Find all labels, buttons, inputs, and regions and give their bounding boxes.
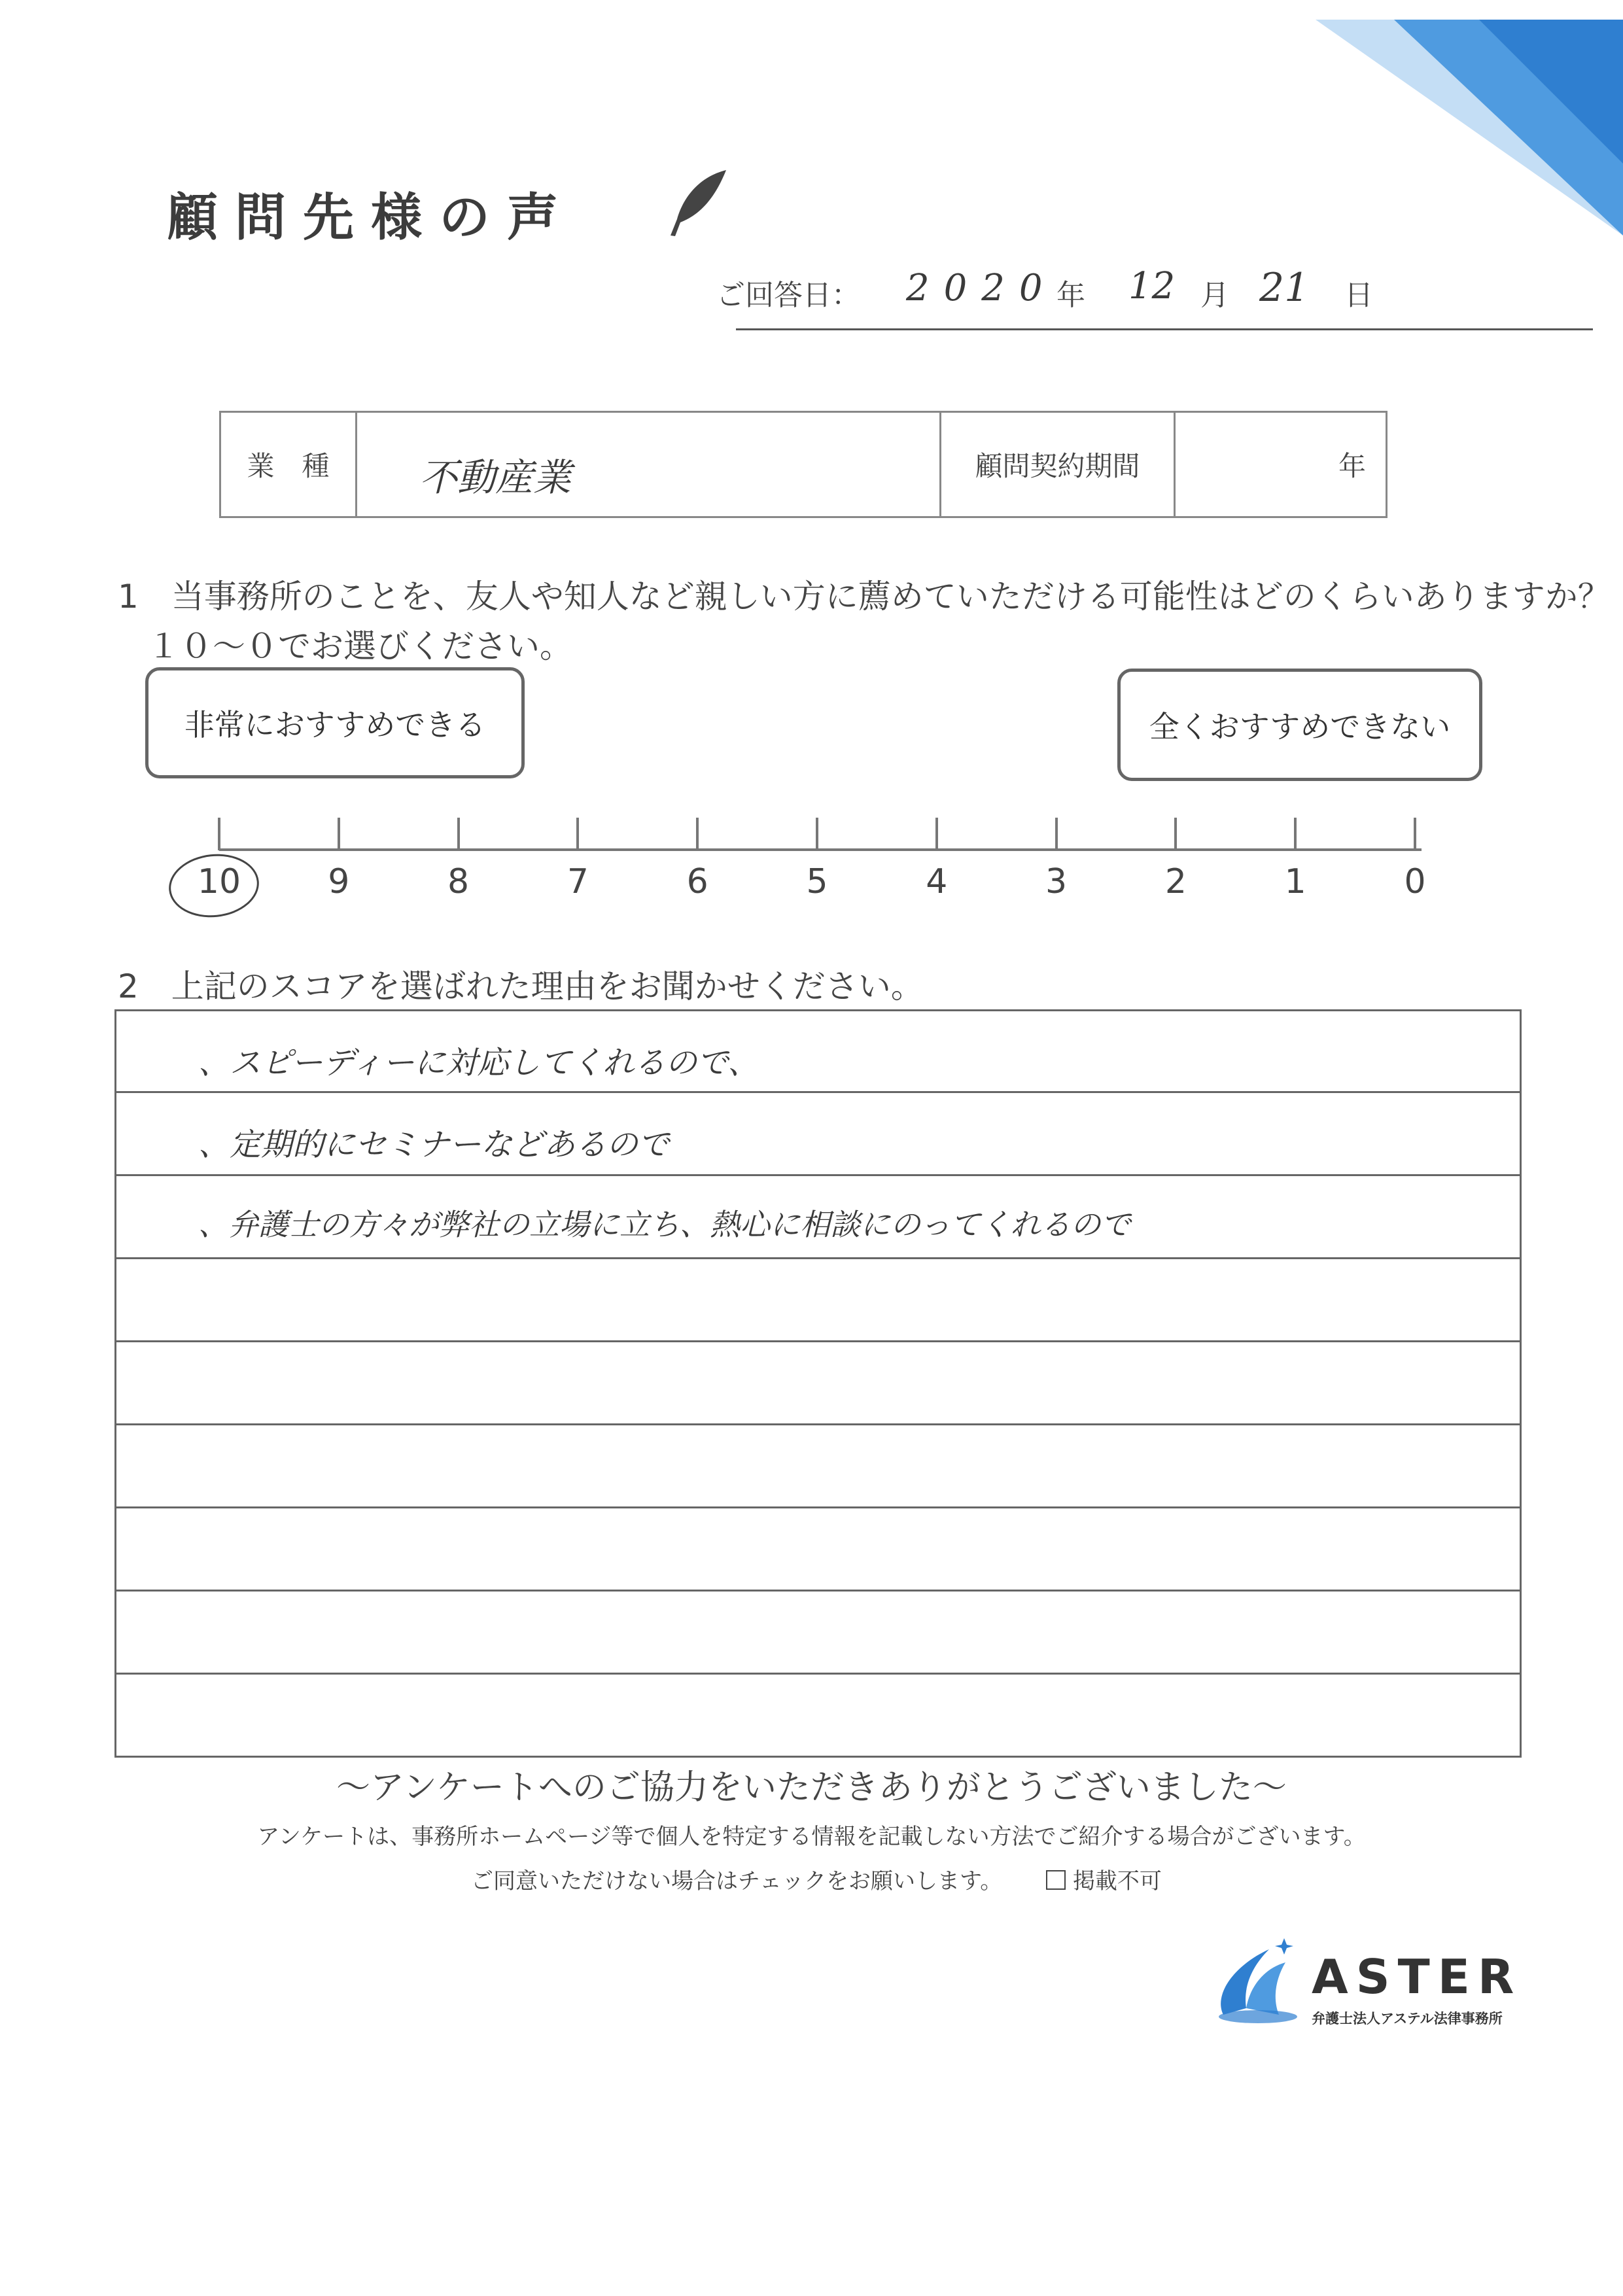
quill-icon <box>661 167 733 239</box>
scale-tick <box>816 818 818 850</box>
ruled-line <box>116 1091 1520 1093</box>
score-option-4[interactable]: 4 <box>926 862 948 901</box>
scale-tick <box>218 818 220 850</box>
no-publish-checkbox[interactable] <box>1046 1870 1066 1890</box>
low-label: 全くおすすめできない <box>1149 709 1451 744</box>
question1-text: 1 当事務所のことを、友人や知人など親しい方に薦めていただける可能性はどのくらいありますか？ <box>118 578 1611 616</box>
industry-value: 不動産業 <box>419 455 572 500</box>
notice-text: アンケートは、事務所ホームページ等で個人を特定する情報を記載しない方法でご紹介する場合がございます。 <box>257 1824 1366 1850</box>
logo-subtitle: 弁護士法人アステル法律事務所 <box>1312 2011 1503 2026</box>
low-label-box <box>1117 669 1482 781</box>
ruled-line <box>116 1590 1520 1592</box>
info-table <box>219 411 1387 518</box>
month-unit: 月 <box>1200 279 1229 312</box>
logo-name: ASTER <box>1312 1949 1522 2004</box>
reason-line-1: 、スピーディーに対応してくれるので、 <box>198 1045 759 1081</box>
industry-cell[interactable] <box>357 413 941 516</box>
question2-text: 2 上記のスコアを選ばれた理由をお聞かせください。 <box>118 967 924 1005</box>
score-option-7[interactable]: 7 <box>567 862 589 901</box>
score-option-3[interactable]: 3 <box>1045 862 1068 901</box>
selected-score-circle <box>166 850 262 922</box>
scale-tick <box>576 818 579 850</box>
question1-instruction: １０〜０でお選びください。 <box>147 627 572 665</box>
ruled-line <box>116 1423 1520 1425</box>
high-label: 非常におすすめできる <box>184 707 486 742</box>
scale-tick <box>457 818 460 850</box>
aster-logo <box>1207 1933 1547 2044</box>
scale-tick <box>338 818 340 850</box>
answer-date-label: ご回答日： <box>716 279 860 312</box>
score-option-8[interactable]: 8 <box>447 862 470 901</box>
industry-label: 業 種 <box>221 413 357 516</box>
day-value: 21 <box>1259 265 1310 311</box>
reason-line-2: 、定期的にセミナーなどあるので <box>198 1126 670 1163</box>
period-unit: 年 <box>1338 450 1366 482</box>
score-option-0[interactable]: 0 <box>1404 862 1426 901</box>
ruled-line <box>116 1506 1520 1508</box>
day-unit: 日 <box>1344 279 1373 312</box>
scale-tick <box>935 818 938 850</box>
score-option-6[interactable]: 6 <box>686 862 708 901</box>
thanks-text: 〜アンケートへのご協力をいただきありがとうございました〜 <box>336 1768 1287 1807</box>
consent-text: ご同意いただけない場合はチェックをお願いします。 <box>471 1868 1003 1894</box>
score-option-9[interactable]: 9 <box>328 862 350 901</box>
date-underline <box>736 328 1593 330</box>
scale-line <box>219 848 1422 851</box>
month-value: 12 <box>1128 265 1176 307</box>
score-option-1[interactable]: 1 <box>1284 862 1306 901</box>
year-value: 2020 <box>906 267 1057 309</box>
ruled-line <box>116 1257 1520 1259</box>
consent-row <box>471 1863 1162 1895</box>
corner-decoration <box>1316 0 1623 235</box>
scale-tick <box>696 818 699 850</box>
year-unit: 年 <box>1056 279 1085 312</box>
score-option-2[interactable]: 2 <box>1164 862 1187 901</box>
period-label: 顧問契約期間 <box>941 413 1176 516</box>
scale-tick <box>1414 818 1416 850</box>
ruled-line <box>116 1673 1520 1675</box>
page-title: 顧問先様の声 <box>167 188 576 247</box>
aster-logo-mark <box>1207 1933 1305 2031</box>
reason-box[interactable] <box>114 1009 1522 1758</box>
reason-line-3: 、弁護士の方々が弊社の立場に立ち、熱心に相談にのってくれるので <box>198 1207 1131 1242</box>
ruled-line <box>116 1340 1520 1342</box>
answer-date <box>716 265 1586 314</box>
score-option-10[interactable]: 10 <box>197 862 241 901</box>
high-label-box <box>145 667 525 778</box>
scale-tick <box>1174 818 1177 850</box>
ruled-line <box>116 1174 1520 1176</box>
score-option-5[interactable]: 5 <box>806 862 828 901</box>
scale-tick <box>1055 818 1058 850</box>
no-publish-label: 掲載不可 <box>1072 1868 1162 1894</box>
scale-tick <box>1294 818 1297 850</box>
period-cell[interactable] <box>1176 413 1386 516</box>
